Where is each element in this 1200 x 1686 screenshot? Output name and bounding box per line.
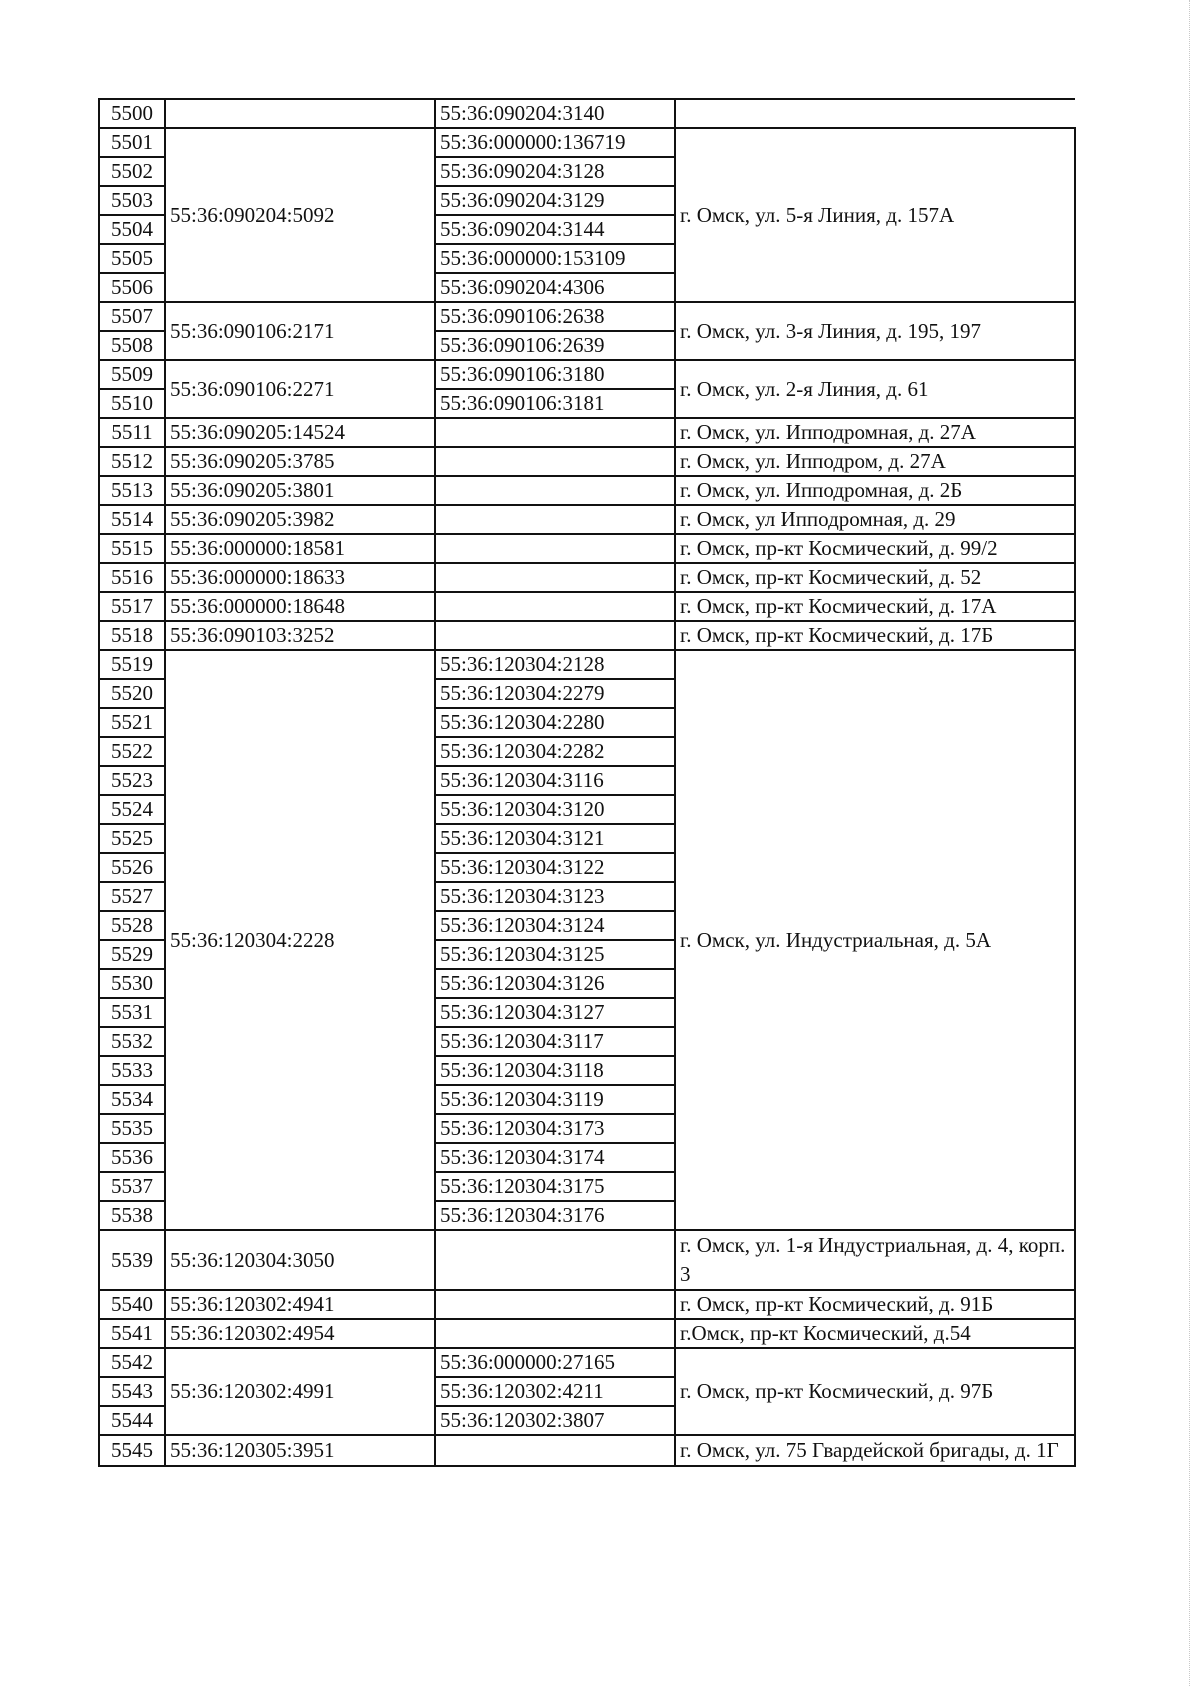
object-number: 55:36:120304:3119	[435, 1085, 675, 1114]
object-number: 55:36:120304:3116	[435, 766, 675, 795]
object-number	[435, 1319, 675, 1348]
row-number: 5528	[99, 911, 165, 940]
object-number	[435, 447, 675, 476]
object-number	[435, 476, 675, 505]
object-number	[435, 592, 675, 621]
object-number: 55:36:090106:2638	[435, 302, 675, 331]
cadastral-register-table	[98, 98, 1076, 1467]
row-number: 5517	[99, 592, 165, 621]
row-number: 5524	[99, 795, 165, 824]
row-number: 5515	[99, 534, 165, 563]
parcel-number: 55:36:120302:4991	[165, 1348, 435, 1435]
row-number: 5516	[99, 563, 165, 592]
parcel-number: 55:36:000000:18648	[165, 592, 435, 621]
object-number	[435, 1230, 675, 1290]
row-number: 5518	[99, 621, 165, 650]
object-number: 55:36:090106:2639	[435, 331, 675, 360]
address: г. Омск, пр-кт Космический, д. 17А	[675, 592, 1075, 621]
row-number: 5545	[99, 1435, 165, 1466]
row-number: 5512	[99, 447, 165, 476]
object-number: 55:36:120304:2128	[435, 650, 675, 679]
table-row	[99, 302, 1075, 331]
table-row	[99, 476, 1075, 505]
parcel-number: 55:36:120305:3951	[165, 1435, 435, 1466]
object-number: 55:36:120304:2282	[435, 737, 675, 766]
object-number: 55:36:120304:3176	[435, 1201, 675, 1230]
table-row	[99, 447, 1075, 476]
object-number: 55:36:120304:3118	[435, 1056, 675, 1085]
table-row	[99, 650, 1075, 679]
object-number: 55:36:090106:3181	[435, 389, 675, 418]
row-number: 5534	[99, 1085, 165, 1114]
object-number	[435, 418, 675, 447]
table-row	[99, 99, 1075, 128]
parcel-number: 55:36:120304:2228	[165, 650, 435, 1230]
table-row	[99, 360, 1075, 389]
parcel-number: 55:36:000000:18581	[165, 534, 435, 563]
row-number: 5504	[99, 215, 165, 244]
parcel-number: 55:36:090103:3252	[165, 621, 435, 650]
object-number	[435, 621, 675, 650]
address: г. Омск, пр-кт Космический, д. 52	[675, 563, 1075, 592]
parcel-number: 55:36:120302:4941	[165, 1290, 435, 1319]
parcel-number: 55:36:090204:5092	[165, 128, 435, 302]
parcel-number: 55:36:090205:3785	[165, 447, 435, 476]
address: г. Омск, пр-кт Космический, д. 91Б	[675, 1290, 1075, 1319]
table-row	[99, 1348, 1075, 1377]
parcel-number: 55:36:120302:4954	[165, 1319, 435, 1348]
object-number	[435, 1290, 675, 1319]
row-number: 5533	[99, 1056, 165, 1085]
address: г. Омск, ул. Ипподром, д. 27А	[675, 447, 1075, 476]
row-number: 5500	[99, 99, 165, 128]
row-number: 5509	[99, 360, 165, 389]
object-number	[435, 563, 675, 592]
object-number: 55:36:000000:27165	[435, 1348, 675, 1377]
table-row	[99, 505, 1075, 534]
object-number: 55:36:120304:3121	[435, 824, 675, 853]
object-number: 55:36:120302:4211	[435, 1377, 675, 1406]
row-number: 5535	[99, 1114, 165, 1143]
object-number: 55:36:120304:3126	[435, 969, 675, 998]
object-number	[435, 1435, 675, 1466]
row-number: 5521	[99, 708, 165, 737]
row-number: 5541	[99, 1319, 165, 1348]
address: г. Омск, ул. Индустриальная, д. 5А	[675, 650, 1075, 1230]
object-number: 55:36:090204:3144	[435, 215, 675, 244]
table-row	[99, 563, 1075, 592]
row-number: 5532	[99, 1027, 165, 1056]
address: г. Омск, пр-кт Космический, д. 99/2	[675, 534, 1075, 563]
table-row	[99, 592, 1075, 621]
row-number: 5529	[99, 940, 165, 969]
row-number: 5511	[99, 418, 165, 447]
table-row	[99, 1319, 1075, 1348]
address: г. Омск, ул Ипподромная, д. 29	[675, 505, 1075, 534]
object-number: 55:36:120304:3120	[435, 795, 675, 824]
parcel-number: 55:36:090106:2271	[165, 360, 435, 418]
address: г. Омск, ул. 2-я Линия, д. 61	[675, 360, 1075, 418]
address: г. Омск, ул. 3-я Линия, д. 195, 197	[675, 302, 1075, 360]
address: г.Омск, пр-кт Космический, д.54	[675, 1319, 1075, 1348]
row-number: 5505	[99, 244, 165, 273]
parcel-number: 55:36:090205:3801	[165, 476, 435, 505]
parcel-number: 55:36:090205:14524	[165, 418, 435, 447]
row-number: 5526	[99, 853, 165, 882]
parcel-number: 55:36:090106:2171	[165, 302, 435, 360]
table-row	[99, 1230, 1075, 1290]
table-row	[99, 621, 1075, 650]
row-number: 5544	[99, 1406, 165, 1435]
parcel-number: 55:36:120304:3050	[165, 1230, 435, 1290]
object-number: 55:36:090204:3128	[435, 157, 675, 186]
row-number: 5543	[99, 1377, 165, 1406]
row-number: 5508	[99, 331, 165, 360]
object-number: 55:36:120304:3173	[435, 1114, 675, 1143]
scan-edge-line	[1189, 0, 1192, 1686]
row-number: 5514	[99, 505, 165, 534]
row-number: 5507	[99, 302, 165, 331]
object-number: 55:36:000000:136719	[435, 128, 675, 157]
object-number	[435, 505, 675, 534]
row-number: 5536	[99, 1143, 165, 1172]
row-number: 5542	[99, 1348, 165, 1377]
row-number: 5537	[99, 1172, 165, 1201]
row-number: 5503	[99, 186, 165, 215]
object-number: 55:36:120304:3174	[435, 1143, 675, 1172]
address: г. Омск, ул. Ипподромная, д. 27А	[675, 418, 1075, 447]
row-number: 5538	[99, 1201, 165, 1230]
object-number: 55:36:090204:3140	[435, 99, 675, 128]
row-number: 5531	[99, 998, 165, 1027]
row-number: 5519	[99, 650, 165, 679]
row-number: 5522	[99, 737, 165, 766]
object-number: 55:36:120302:3807	[435, 1406, 675, 1435]
row-number: 5506	[99, 273, 165, 302]
address: г. Омск, пр-кт Космический, д. 97Б	[675, 1348, 1075, 1435]
row-number: 5513	[99, 476, 165, 505]
object-number: 55:36:120304:3117	[435, 1027, 675, 1056]
object-number: 55:36:090106:3180	[435, 360, 675, 389]
row-number: 5539	[99, 1230, 165, 1290]
object-number: 55:36:120304:2280	[435, 708, 675, 737]
object-number: 55:36:120304:3124	[435, 911, 675, 940]
row-number: 5527	[99, 882, 165, 911]
object-number: 55:36:120304:3125	[435, 940, 675, 969]
address: г. Омск, ул. Ипподромная, д. 2Б	[675, 476, 1075, 505]
address: г. Омск, ул. 75 Гвардейской бригады, д. 1Г	[675, 1435, 1075, 1466]
address	[675, 99, 1075, 128]
row-number: 5530	[99, 969, 165, 998]
row-number: 5510	[99, 389, 165, 418]
row-number: 5501	[99, 128, 165, 157]
table-row	[99, 1435, 1075, 1466]
row-number: 5523	[99, 766, 165, 795]
parcel-number: 55:36:000000:18633	[165, 563, 435, 592]
object-number: 55:36:120304:3123	[435, 882, 675, 911]
table-row	[99, 128, 1075, 157]
address: г. Омск, ул. 1-я Индустриальная, д. 4, корп. 3	[675, 1230, 1075, 1290]
address: г. Омск, ул. 5-я Линия, д. 157А	[675, 128, 1075, 302]
address: г. Омск, пр-кт Космический, д. 17Б	[675, 621, 1075, 650]
table-row	[99, 534, 1075, 563]
object-number: 55:36:090204:3129	[435, 186, 675, 215]
row-number: 5502	[99, 157, 165, 186]
object-number: 55:36:090204:4306	[435, 273, 675, 302]
table-row	[99, 1290, 1075, 1319]
object-number: 55:36:120304:3175	[435, 1172, 675, 1201]
table-row	[99, 418, 1075, 447]
object-number: 55:36:120304:3127	[435, 998, 675, 1027]
row-number: 5525	[99, 824, 165, 853]
object-number: 55:36:120304:2279	[435, 679, 675, 708]
row-number: 5540	[99, 1290, 165, 1319]
parcel-number	[165, 99, 435, 128]
row-number: 5520	[99, 679, 165, 708]
object-number: 55:36:120304:3122	[435, 853, 675, 882]
parcel-number: 55:36:090205:3982	[165, 505, 435, 534]
object-number: 55:36:000000:153109	[435, 244, 675, 273]
object-number	[435, 534, 675, 563]
